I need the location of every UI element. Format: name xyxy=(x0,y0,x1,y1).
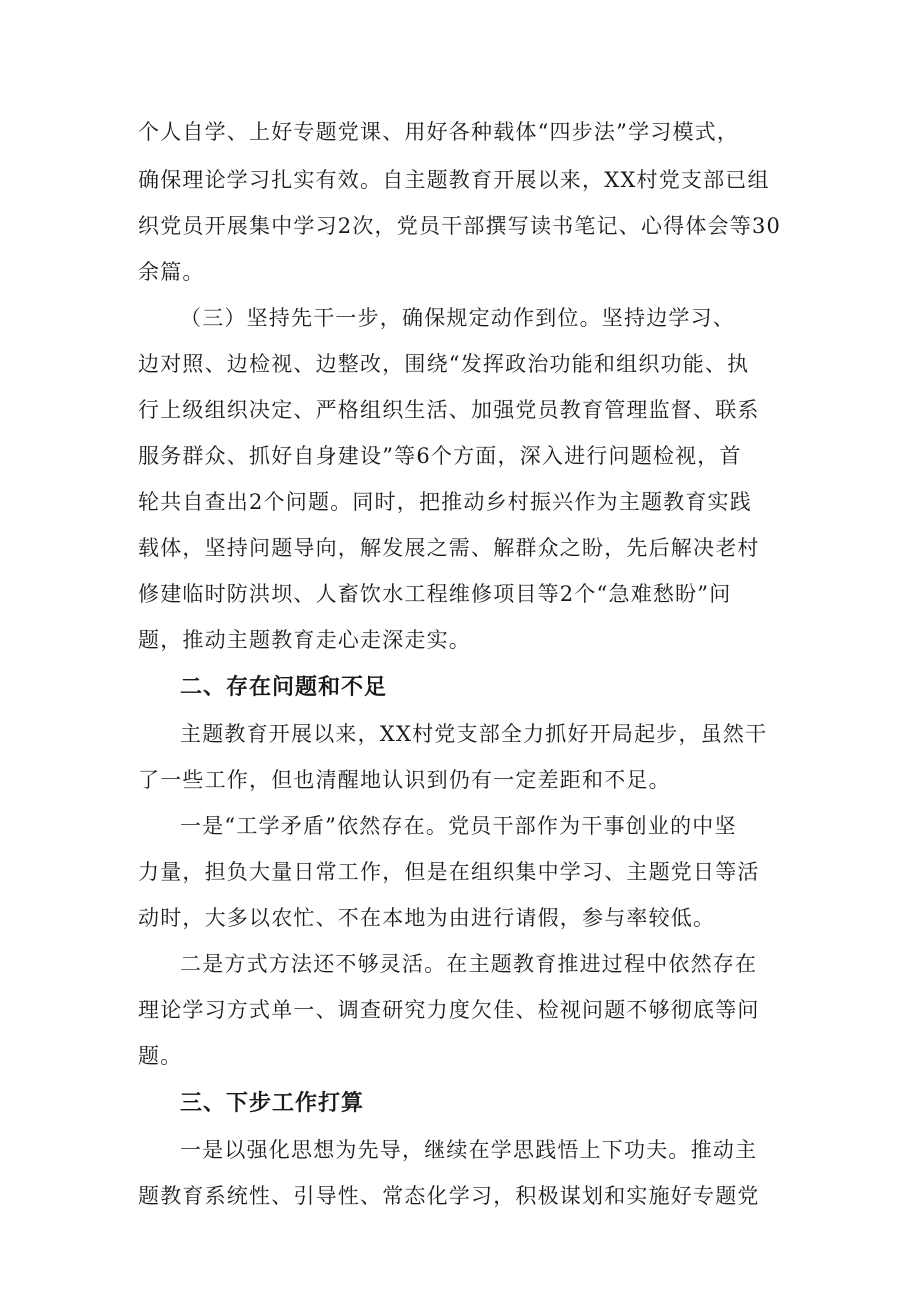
text-line: 余篇。 xyxy=(138,260,205,284)
text-line: 一是以强化思想为先导，继续在学思践悟上下功夫。推动主 xyxy=(180,1138,758,1162)
text-line: 题。 xyxy=(138,1044,183,1068)
text-line: （三）坚持先干一步，确保规定动作到位。坚持边学习、 xyxy=(180,306,735,330)
text-line: 了一些工作，但也清醒地认识到仍有一定差距和不足。 xyxy=(138,768,671,792)
text-line: 动时，大多以农忙、不在本地为由进行请假，参与率较低。 xyxy=(138,906,716,930)
text-line: 理论学习方式单一、调查研究力度欠佳、检视问题不够彻底等问 xyxy=(138,998,760,1022)
text-line: 题，推动主题教育走心走深走实。 xyxy=(138,628,471,652)
text-line: 服务群众、抓好自身建设”等6个方面，深入进行问题检视，首 xyxy=(138,444,742,468)
text-line: 确保理论学习扎实有效。自主题教育开展以来，XX村党支部已组 xyxy=(138,168,770,192)
text-line: 载体，坚持问题导向，解发展之需、解群众之盼，先后解决老村 xyxy=(138,536,760,560)
section-heading: 二、存在问题和不足 xyxy=(180,675,388,700)
section-heading: 三、下步工作打算 xyxy=(180,1091,365,1116)
text-line: 题教育系统性、引导性、常态化学习，积极谋划和实施好专题党 xyxy=(138,1184,760,1208)
text-line: 轮共自查出2个问题。同时，把推动乡村振兴作为主题教育实践 xyxy=(138,490,752,514)
text-line: 一是“工学矛盾”依然存在。党员干部作为干事创业的中坚 xyxy=(180,814,737,838)
text-line: 边对照、边检视、边整改，围绕“发挥政治功能和组织功能、执 xyxy=(138,352,750,376)
text-line: 力量，担负大量日常工作，但是在组织集中学习、主题党日等活 xyxy=(138,860,760,884)
text-line: 主题教育开展以来，XX村党支部全力抓好开局起步，虽然干 xyxy=(180,722,768,746)
text-line: 修建临时防洪坝、人畜饮水工程维修项目等2个“急难愁盼”问 xyxy=(138,582,732,606)
text-line: 织党员开展集中学习2次，党员干部撰写读书笔记、心得体会等30 xyxy=(138,214,782,238)
text-line: 行上级组织决定、严格组织生活、加强党员教育管理监督、联系 xyxy=(138,398,760,422)
text-line: 个人自学、上好专题党课、用好各种载体“四步法”学习模式， xyxy=(138,120,740,144)
text-line: 二是方式方法还不够灵活。在主题教育推进过程中依然存在 xyxy=(180,952,758,976)
